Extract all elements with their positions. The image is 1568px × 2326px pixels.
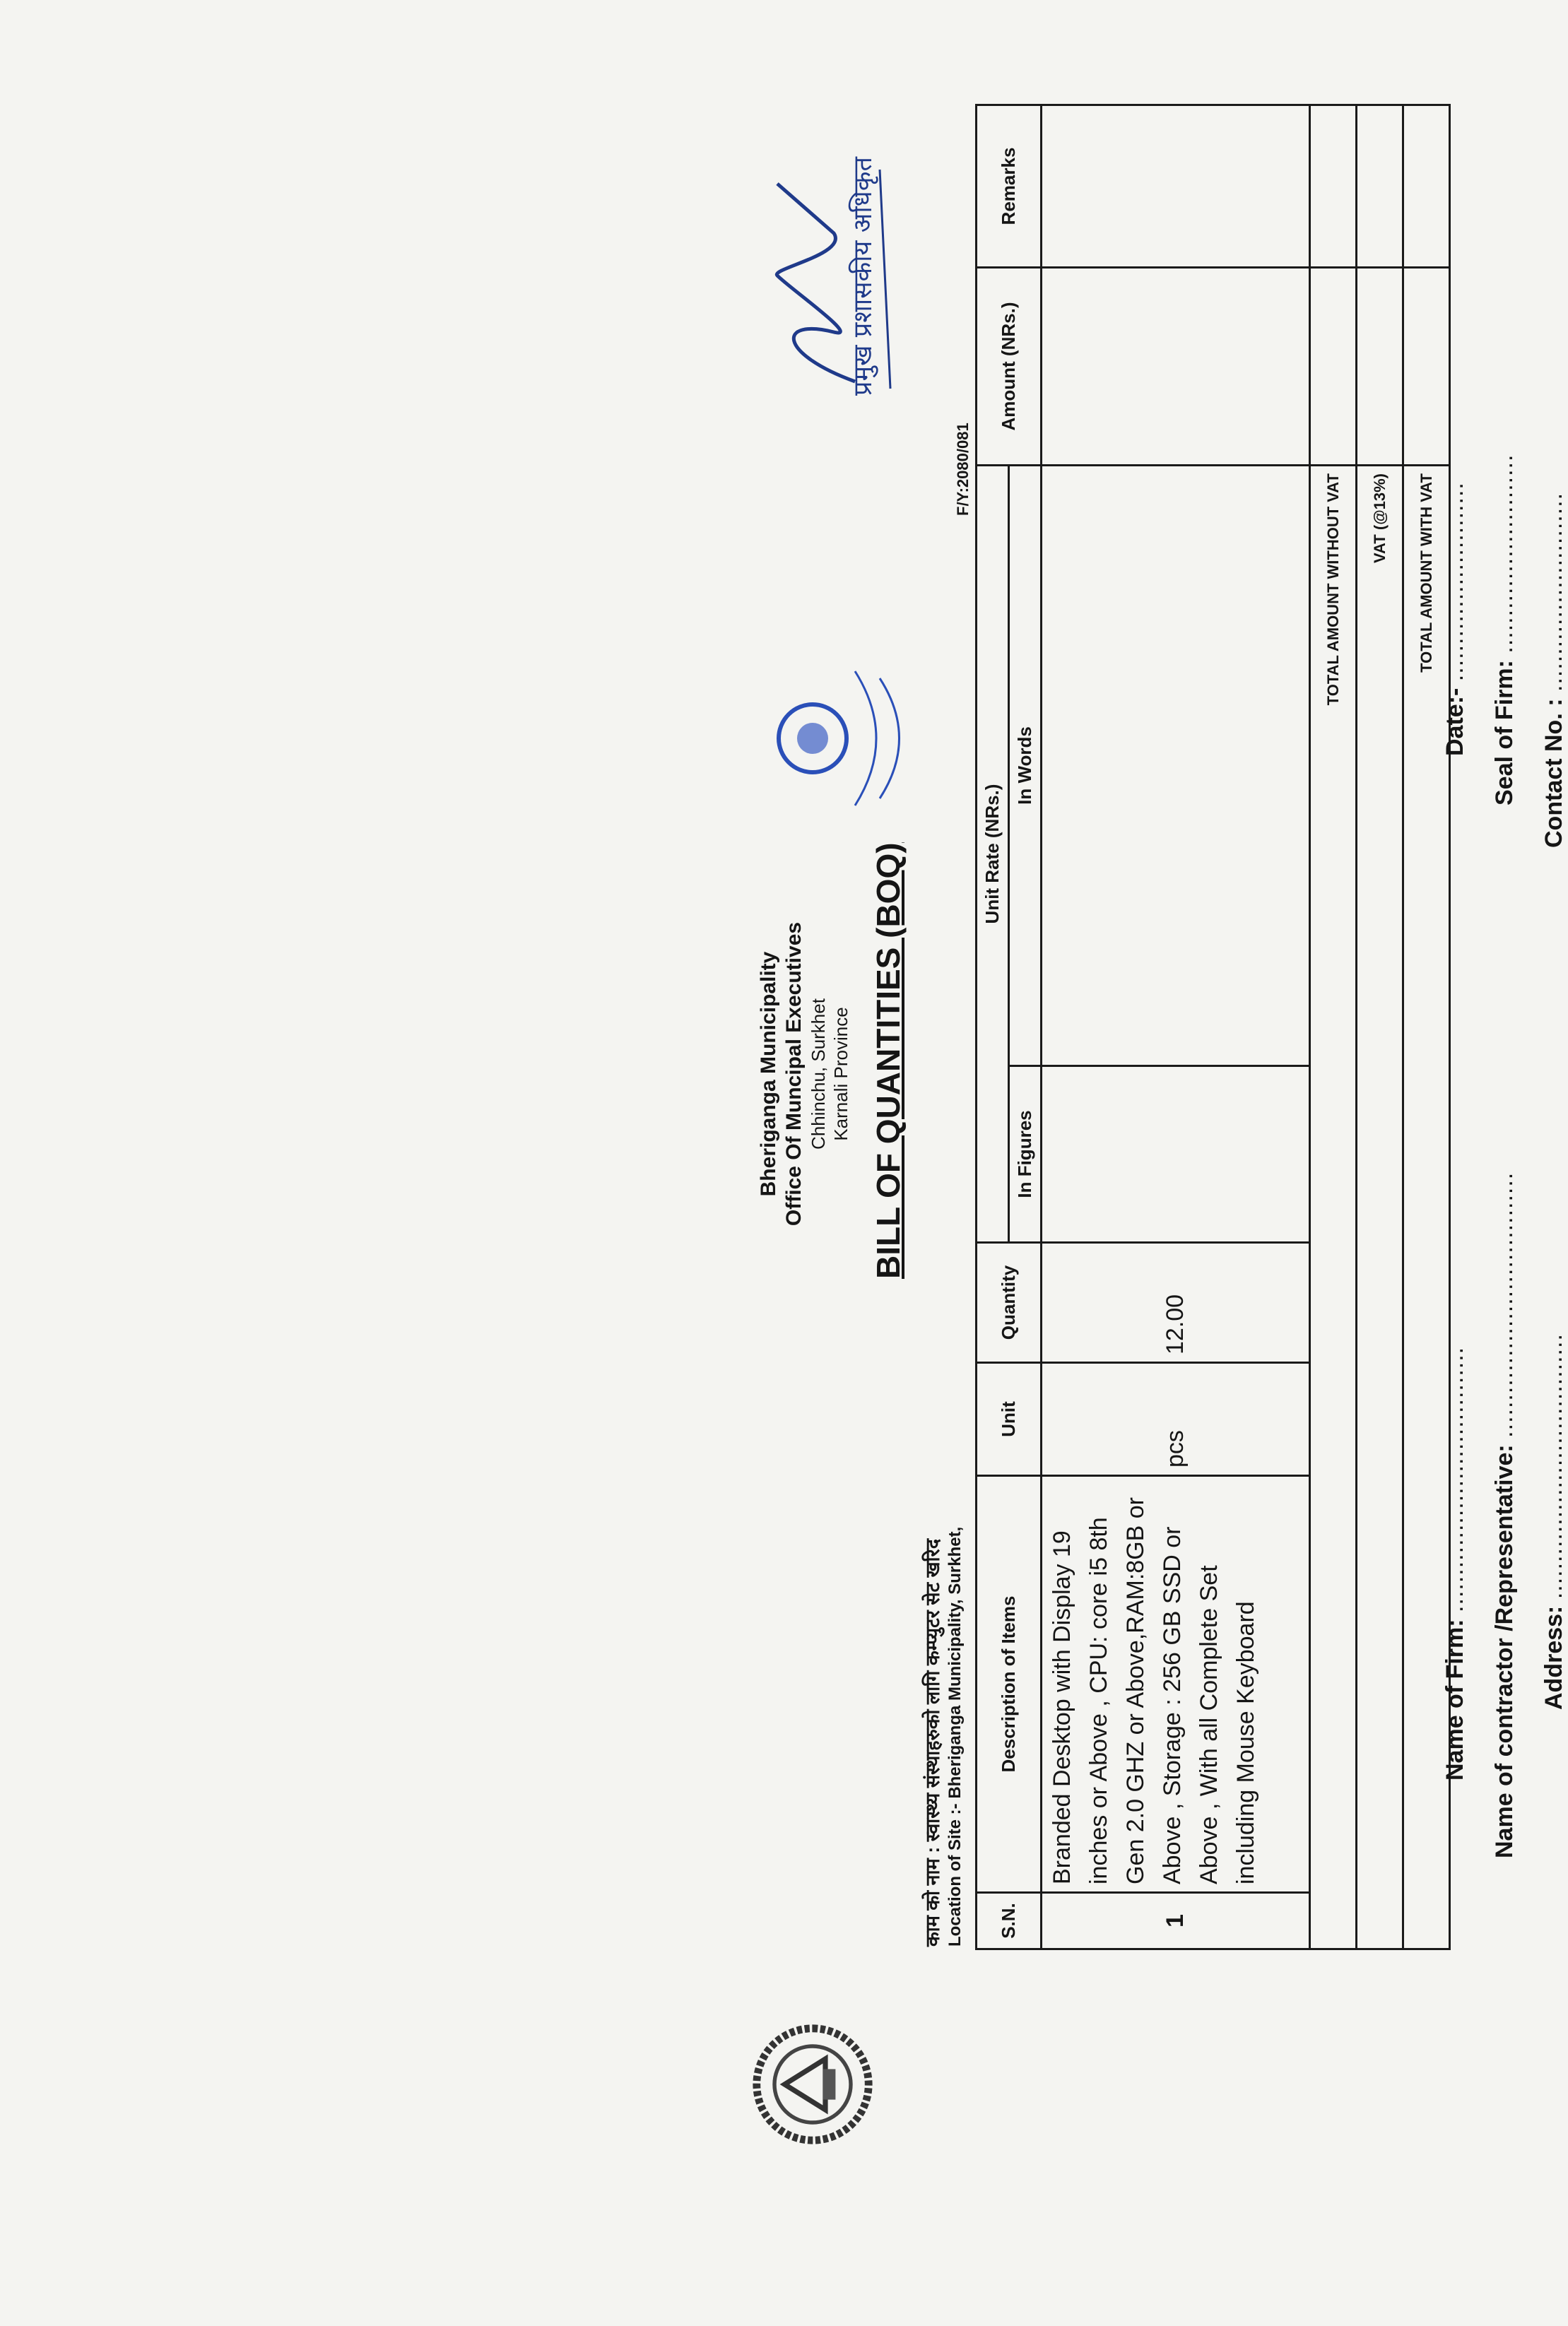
name-of-firm-row xyxy=(1442,1347,1469,1781)
table-row xyxy=(1042,105,1310,1949)
col-sn: S.N. xyxy=(977,1893,1042,1949)
total-without-vat-label: TOTAL AMOUNT WITHOUT VAT xyxy=(1310,466,1357,1949)
row-remarks[interactable] xyxy=(1042,105,1310,268)
org-province: Karnali Province xyxy=(830,1007,851,1141)
site-location: Location of Site :- Bheriganga Municipality, Surkhet, xyxy=(945,1526,965,1947)
total-without-vat-row xyxy=(1310,105,1357,1949)
address-field[interactable]: .................................... xyxy=(1540,1333,1567,1600)
fiscal-year: F/Y:2080/081 xyxy=(954,423,972,516)
seal-label: Seal of Firm: xyxy=(1491,660,1518,805)
name-of-firm-field[interactable]: .................................... xyxy=(1442,1346,1468,1612)
date-row xyxy=(1442,482,1469,756)
date-field[interactable]: ........................... xyxy=(1442,482,1468,682)
boq-table xyxy=(975,104,1451,1950)
header-block xyxy=(756,890,852,1258)
contractor-row xyxy=(1491,1172,1519,1858)
row-sn: 1 xyxy=(1042,1893,1310,1949)
signature-caption: प्रमुख प्रशासकीय अधिकृत xyxy=(849,157,878,396)
col-unit: Unit xyxy=(977,1363,1042,1476)
document xyxy=(707,85,1567,2204)
vat-amount[interactable] xyxy=(1357,268,1403,466)
row-amount[interactable] xyxy=(1042,268,1310,466)
total-with-vat-remarks xyxy=(1403,105,1450,268)
total-without-vat-amount[interactable] xyxy=(1310,268,1357,466)
contact-label: Contact No. : xyxy=(1540,698,1567,848)
page-title: BILL OF QUANTITIES (BOQ) xyxy=(870,842,907,1279)
signature-icon xyxy=(749,163,912,396)
contact-field[interactable]: ........................... xyxy=(1540,492,1567,692)
row-unit: pcs xyxy=(1042,1363,1310,1476)
row-description: Branded Desktop with Display 19 inches or Above , CPU: core i5 8th Gen 2.0 GHZ or Above,RAM:8GB or Above , Storage : 256 GB SSD or Above , With all Complete Set including Mouse Keyboard xyxy=(1042,1476,1310,1893)
seal-field[interactable]: ........................... xyxy=(1491,454,1518,654)
table-header-row xyxy=(977,105,1009,1949)
col-in-figures: In Figures xyxy=(1009,1066,1042,1243)
col-quantity: Quantity xyxy=(977,1243,1042,1363)
vat-label: VAT (@13%) xyxy=(1357,466,1403,1949)
vat-row xyxy=(1357,105,1403,1949)
org-address: Chhinchu, Surkhet xyxy=(808,998,829,1150)
office-name: Office Of Muncipal Executives xyxy=(782,921,806,1227)
municipality-emblem-icon xyxy=(749,2021,876,2148)
total-with-vat-label: TOTAL AMOUNT WITH VAT xyxy=(1403,466,1450,1949)
name-of-firm-label: Name of Firm: xyxy=(1442,1619,1468,1781)
total-without-vat-remarks xyxy=(1310,105,1357,268)
row-in-figures[interactable] xyxy=(1042,1066,1310,1243)
contact-row xyxy=(1540,492,1568,848)
date-label: Date:- xyxy=(1442,687,1468,756)
col-in-words: In Words xyxy=(1009,466,1042,1066)
address-label: Address: xyxy=(1540,1605,1567,1710)
row-in-words[interactable] xyxy=(1042,466,1310,1066)
office-stamp-icon xyxy=(756,657,933,820)
address-row xyxy=(1540,1333,1568,1710)
contractor-field[interactable]: .................................... xyxy=(1491,1171,1518,1438)
vat-remarks xyxy=(1357,105,1403,268)
col-description: Description of Items xyxy=(977,1476,1042,1893)
col-amount: Amount (NRs.) xyxy=(977,268,1042,466)
work-name: काम को नाम : स्वास्थ्य संस्थाहरुको लागि कम्प्युटर सेट खरिद xyxy=(922,1538,943,1947)
total-with-vat-amount[interactable] xyxy=(1403,268,1450,466)
row-quantity: 12.00 xyxy=(1042,1243,1310,1363)
seal-row xyxy=(1491,454,1519,805)
contractor-label: Name of contractor /Representative: xyxy=(1491,1444,1518,1858)
org-name: Bheriganga Municipality xyxy=(757,951,780,1197)
col-unit-rate: Unit Rate (NRs.) xyxy=(977,466,1009,1243)
col-remarks: Remarks xyxy=(977,105,1042,268)
